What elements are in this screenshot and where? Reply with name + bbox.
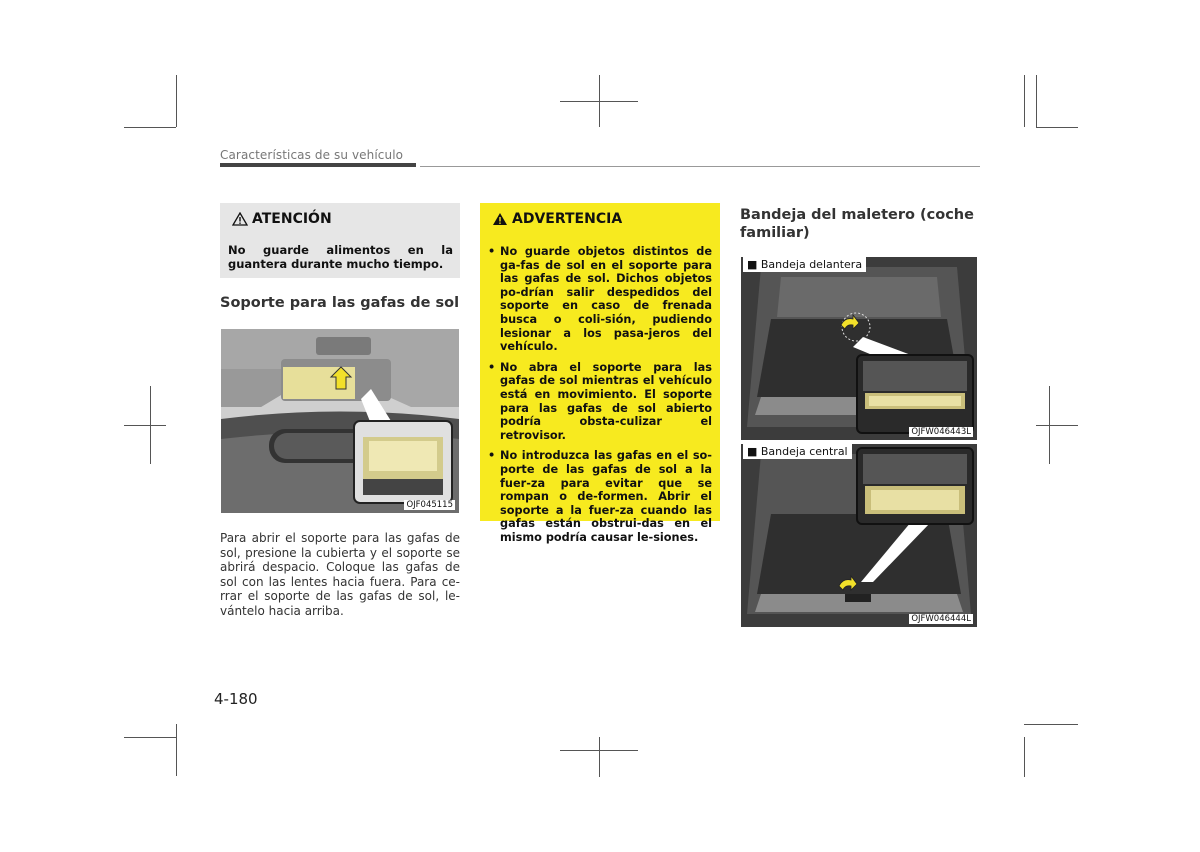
crop-mark: [1024, 737, 1025, 777]
sunglasses-paragraph: Para abrir el soporte para las gafas de sol, presione la cubierta y el soporte se abrirá despacio. Coloque las gafas de sol con las lentes hacia fuera. Para ce-rrar el soporte de las gafas de sol, le-vántelo hacia arriba.: [220, 531, 460, 618]
warning-item: • No guarde objetos distintos de ga-fas de sol en el soporte para las gafas de sol. Dichos objetos po-drían salir despedidos del soporte en caso de frenada busca o coli-sión, pudiendo lesionar a los pasa-jeros del vehículo.: [486, 245, 712, 354]
center-tray-figure: [741, 444, 977, 627]
front-tray-label: ■ Bandeja delantera: [743, 257, 866, 272]
crop-mark: [560, 101, 638, 102]
attention-title-text: ATENCIÓN: [252, 211, 332, 227]
crop-mark: [1024, 724, 1078, 725]
attention-box: [220, 203, 460, 278]
cargo-title-line1: Bandeja del maletero (coche: [740, 207, 974, 223]
sunglasses-holder-figure: [221, 329, 459, 513]
header-rule-light: [420, 166, 980, 167]
section-header: Características de su vehículo: [220, 148, 404, 162]
crop-mark: [1024, 75, 1025, 127]
crop-mark: [124, 127, 176, 128]
crop-mark: [1036, 127, 1078, 128]
crop-mark: [599, 737, 600, 777]
attention-body: No guarde alimentos en la guantera durante mucho tiempo.: [228, 243, 453, 271]
crop-mark: [560, 750, 638, 751]
warning-triangle-icon: [492, 212, 508, 226]
header-rule-dark: [220, 163, 416, 167]
attention-title: [232, 211, 332, 227]
warning-title-text: ADVERTENCIA: [512, 211, 623, 227]
sunglasses-holder-illustration: [221, 329, 459, 513]
center-tray-illustration: [741, 444, 977, 627]
cargo-title: [740, 206, 974, 242]
warning-item: • No introduzca las gafas en el so-porte de las gafas de sol a la fuer-za para evitar que se rompan o de-formen. Abrir el soporte a la fuer-za cuando las gafas están obstrui-das en el mismo podría causar le-siones.: [486, 449, 712, 544]
sunglasses-figure-code: OJF045115: [406, 500, 453, 510]
center-tray-label: ■ Bandeja central: [743, 444, 852, 459]
front-tray-code: OJFW046443L: [911, 427, 971, 437]
page-number: 4-180: [214, 690, 258, 708]
front-tray-illustration: [741, 257, 977, 440]
cargo-title-line2: familiar): [740, 225, 810, 241]
front-tray-figure: [741, 257, 977, 440]
warning-title: [492, 211, 622, 227]
crop-mark: [176, 724, 177, 776]
crop-mark: [124, 425, 166, 426]
warning-box: [480, 203, 720, 544]
crop-mark: [1036, 75, 1037, 127]
warning-triangle-icon: [232, 212, 248, 226]
crop-mark: [1036, 425, 1078, 426]
warning-list: [486, 245, 712, 551]
sunglasses-title: Soporte para las gafas de sol: [220, 295, 460, 311]
warning-item: • No abra el soporte para las gafas de sol mientras el vehículo está en movimiento. El soporte para las gafas de sol abierto podría obsta-culizar el retrovisor.: [486, 361, 712, 443]
crop-mark: [176, 75, 177, 127]
center-tray-code: OJFW046444L: [911, 614, 971, 624]
crop-mark: [124, 737, 176, 738]
